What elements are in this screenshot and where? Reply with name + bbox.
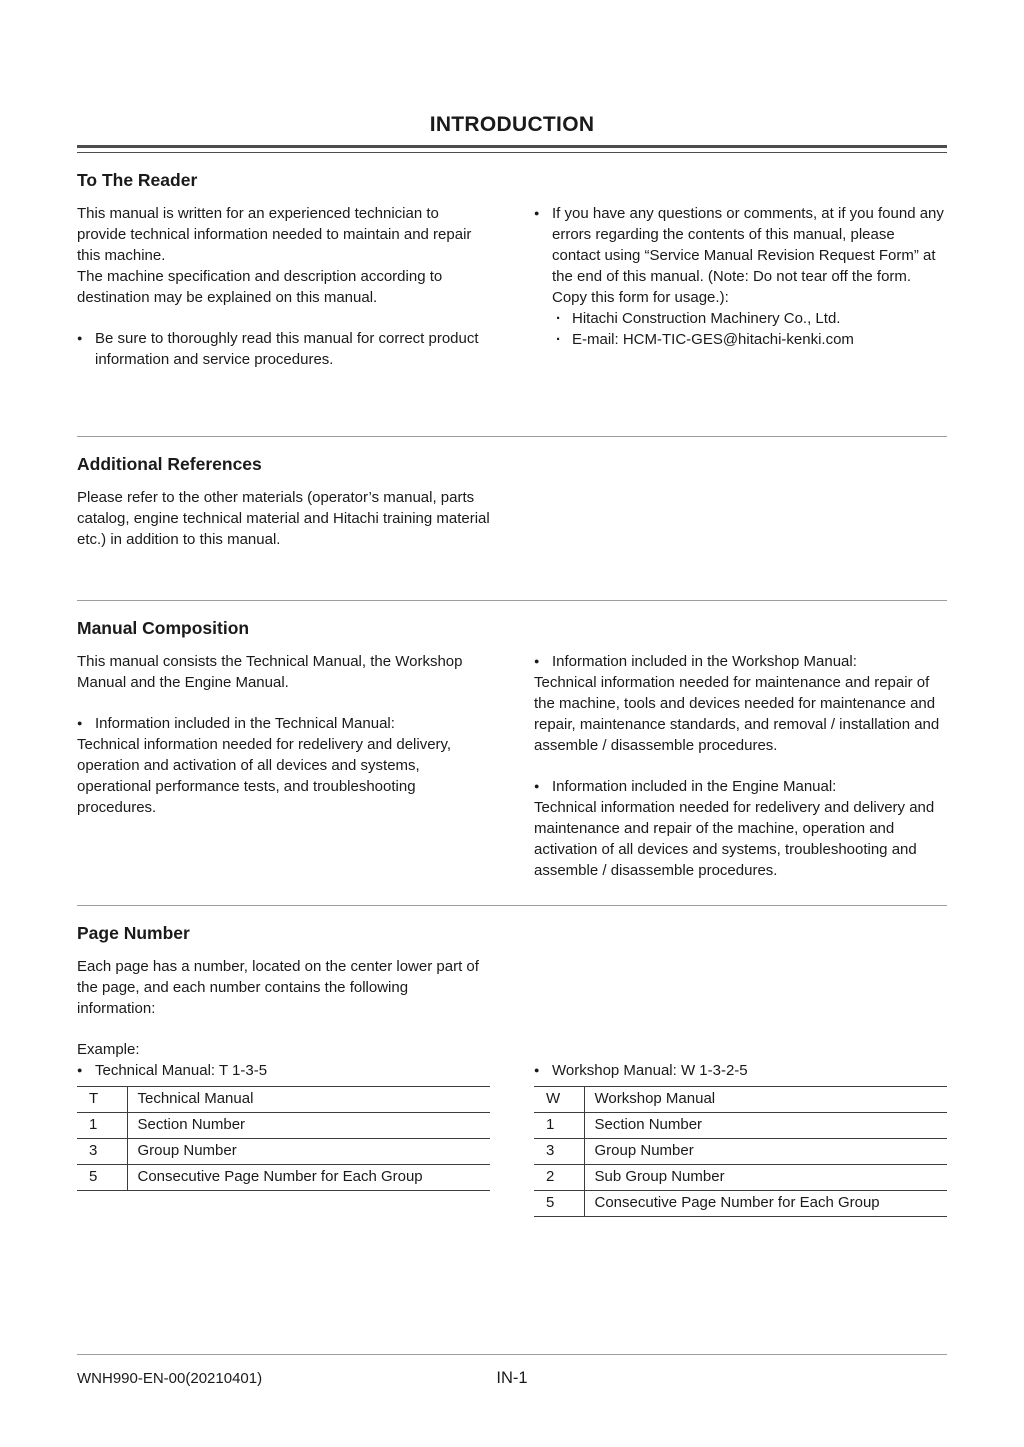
table-row bbox=[77, 1087, 490, 1113]
section-manual-composition bbox=[77, 617, 947, 881]
bullet-icon: ● bbox=[534, 781, 540, 791]
bullet-icon: ● bbox=[77, 1065, 83, 1075]
code-cell: 1 bbox=[534, 1113, 584, 1139]
bullet-icon: ● bbox=[534, 208, 540, 218]
page-number-right-column bbox=[534, 1060, 947, 1217]
body-paragraph: Technical information needed for maintenance and repair of the machine, tools and devices needed for maintenance and repair, maintenance standards, and removal / installation and assemble / disassemble procedures. bbox=[534, 674, 940, 754]
code-cell: 3 bbox=[77, 1139, 127, 1165]
description-cell: Section Number bbox=[584, 1113, 947, 1139]
bullet-text: Information included in the Technical Manual: bbox=[95, 715, 395, 732]
bullet-text: Information included in the Engine Manual: bbox=[552, 778, 837, 795]
list-item bbox=[534, 776, 947, 797]
code-cell: 5 bbox=[77, 1165, 127, 1191]
code-cell: 1 bbox=[77, 1113, 127, 1139]
code-cell: W bbox=[534, 1087, 584, 1113]
body-paragraph: Each page has a number, located on the center lower part of the page, and each number contains the following information: bbox=[77, 958, 479, 1017]
workshop-manual-table bbox=[534, 1086, 947, 1217]
list-item bbox=[77, 1060, 490, 1081]
workshop-example-text: Workshop Manual: W 1-3-2-5 bbox=[552, 1062, 748, 1079]
page-number-left-column bbox=[77, 1060, 490, 1217]
table-row bbox=[77, 1113, 490, 1139]
page-footer bbox=[77, 1354, 947, 1389]
table-row bbox=[77, 1165, 490, 1191]
bullet-icon: ● bbox=[534, 656, 540, 666]
section-divider bbox=[77, 905, 947, 906]
table-row bbox=[77, 1139, 490, 1165]
description-cell: Group Number bbox=[127, 1139, 490, 1165]
to-the-reader-left-column bbox=[77, 203, 490, 370]
list-item bbox=[534, 651, 947, 672]
contact-list-item bbox=[552, 329, 947, 350]
bullet-text: Information included in the Workshop Manual: bbox=[552, 653, 857, 670]
section-heading-to-the-reader: To The Reader bbox=[77, 170, 198, 190]
body-paragraph: Technical information needed for redelivery and delivery, operation and activation of all devices and systems, operational performance tests, and troubleshooting procedures. bbox=[77, 736, 452, 816]
table-row bbox=[534, 1191, 947, 1217]
body-paragraph: This manual consists the Technical Manual, the Workshop Manual and the Engine Manual. bbox=[77, 653, 463, 691]
list-item bbox=[77, 713, 490, 734]
section-divider bbox=[77, 600, 947, 601]
section-additional-references bbox=[77, 453, 947, 550]
bullet-icon: ● bbox=[77, 333, 83, 343]
description-cell: Technical Manual bbox=[127, 1087, 490, 1113]
table-row bbox=[534, 1113, 947, 1139]
description-cell: Consecutive Page Number for Each Group bbox=[127, 1165, 490, 1191]
section-heading-manual-composition: Manual Composition bbox=[77, 618, 250, 638]
technical-example-text: Technical Manual: T 1-3-5 bbox=[95, 1062, 268, 1079]
contact-text: Hitachi Construction Machinery Co., Ltd. bbox=[572, 310, 841, 327]
bullet-icon: ● bbox=[534, 1065, 540, 1075]
code-cell: 5 bbox=[534, 1191, 584, 1217]
list-item bbox=[534, 203, 947, 350]
description-cell: Section Number bbox=[127, 1113, 490, 1139]
manual-composition-left-column bbox=[77, 651, 490, 881]
example-label: Example: bbox=[77, 1041, 140, 1058]
section-divider bbox=[77, 436, 947, 437]
bullet-icon: ● bbox=[77, 718, 83, 728]
document-code: WNH990-EN-00(20210401) bbox=[77, 1370, 263, 1387]
description-cell: Group Number bbox=[584, 1139, 947, 1165]
body-paragraph: This manual is written for an experienced technician to provide technical information needed to maintain and repair this machine. bbox=[77, 205, 472, 264]
sub-bullet-icon: · bbox=[556, 331, 561, 348]
list-item bbox=[534, 1060, 947, 1081]
bullet-text: If you have any questions or comments, at if you found any errors regarding the contents of this manual, please contact using “Service Manual Revision Request Form” at the end of this manual. (Note: Do not tear off the form. Copy this form for usage.): bbox=[552, 205, 944, 306]
section-heading-page-number: Page Number bbox=[77, 923, 190, 943]
body-paragraph: The machine specification and description according to destination may be explained on this manual. bbox=[77, 268, 443, 306]
technical-manual-table bbox=[77, 1086, 490, 1191]
to-the-reader-right-column bbox=[534, 203, 947, 370]
code-cell: 2 bbox=[534, 1165, 584, 1191]
manual-composition-right-column bbox=[534, 651, 947, 881]
description-cell: Consecutive Page Number for Each Group bbox=[584, 1191, 947, 1217]
body-paragraph: Technical information needed for redelivery and delivery and maintenance and repair of the machine, operation and activation of all devices and systems, troubleshooting and assemble / disassemble procedures. bbox=[534, 799, 935, 879]
section-to-the-reader bbox=[77, 169, 947, 370]
code-cell: 3 bbox=[534, 1139, 584, 1165]
list-item bbox=[77, 328, 490, 370]
page-title: INTRODUCTION bbox=[429, 113, 595, 136]
contact-list-item bbox=[552, 308, 947, 329]
section-heading-additional-references: Additional References bbox=[77, 454, 262, 474]
table-row bbox=[534, 1165, 947, 1191]
contact-email-text: E-mail: HCM-TIC-GES@hitachi-kenki.com bbox=[572, 331, 854, 348]
bullet-text: Be sure to thoroughly read this manual for correct product information and service procedures. bbox=[95, 330, 479, 368]
code-cell: T bbox=[77, 1087, 127, 1113]
sub-bullet-icon: · bbox=[556, 310, 561, 327]
table-row bbox=[534, 1139, 947, 1165]
table-row bbox=[534, 1087, 947, 1113]
title-divider bbox=[77, 145, 947, 153]
body-paragraph: Please refer to the other materials (operator’s manual, parts catalog, engine technical material and Hitachi training material etc.) in addition to this manual. bbox=[77, 489, 490, 548]
page-number-label: IN-1 bbox=[496, 1369, 528, 1387]
description-cell: Workshop Manual bbox=[584, 1087, 947, 1113]
section-page-number bbox=[77, 922, 947, 1217]
description-cell: Sub Group Number bbox=[584, 1165, 947, 1191]
